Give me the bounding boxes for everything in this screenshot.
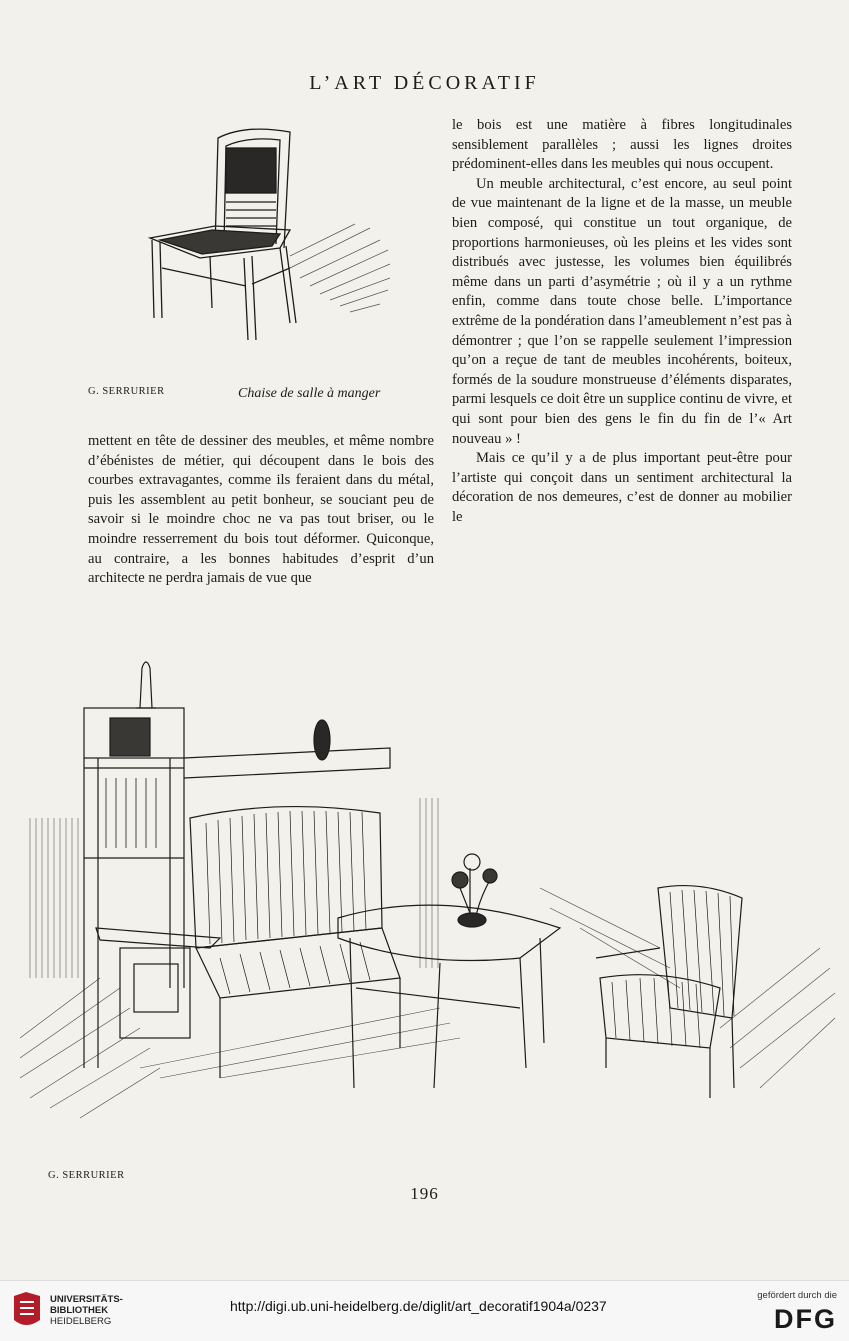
paragraph: Mais ce qu’il y a de plus important peut-être pour l’artiste qui conçoit dans un sentiment architectural la décoration de nos demeures, c’est de donner au mobilier le: [452, 450, 792, 525]
library-line: BIBLIOTHEK: [50, 1305, 109, 1316]
chair-illustration: [140, 118, 400, 378]
right-column: [452, 116, 792, 527]
top-figure-credit: G. SERRURIER: [88, 386, 165, 397]
university-seal-icon: [10, 1290, 44, 1330]
running-title: L’ART DÉCORATIF: [309, 72, 540, 94]
funded-by-label: gefördert durch die: [757, 1290, 837, 1301]
page-number: 196: [410, 1184, 439, 1203]
dfg-logo: DFG: [774, 1304, 837, 1334]
permalink-url[interactable]: http://digi.ub.uni-heidelberg.de/diglit/art_decoratif1904a/0237: [230, 1298, 607, 1314]
left-column: [88, 432, 434, 589]
paragraph: le bois est une matière à fibres longitudinales sensiblement parallèles ; aussi les lignes droites prédominent-elles dans les meubles qui nous occupent.: [452, 117, 792, 173]
paragraph: Un meuble architectural, c’est encore, au seul point de vue maintenant de la ligne et de la masse, un meuble bien composé, qui constitue un tout organique, de proportions harmonieuses, où les pleins et les vides sont distribués avec justesse, les volumes bien équilibrés même dans un parti d’asymétrie ; où il y a un rythme enfin, comme dans toute chose belle. L’importance extrême de la pondération dans l’ameublement n’est pas à démontrer ; que l’on se rappelle seulement l’impression qu’on a reçue de tant de meubles incohérents, boiteux, formés de la soudure monstrueuse d’éléments disparates, parmi lesquels ce doit être un supplice continu de vivre, et qui sont pour bien des gens le fin du fin de l’« Art nouveau » !: [452, 175, 793, 447]
top-figure-caption: Chaise de salle à manger: [238, 386, 381, 401]
room-illustration: [20, 648, 840, 1148]
library-name: [50, 1294, 123, 1327]
bottom-figure-credit: G. SERRURIER: [48, 1170, 125, 1181]
library-line: HEIDELBERG: [50, 1316, 112, 1327]
library-line: UNIVERSITÄTS-: [50, 1294, 123, 1305]
paragraph: mettent en tête de dessiner des meubles, et même nombre d’ébénistes de métier, qui découpent dans le bois des courbes extravagantes, comme ils feraient dans du métal, puis les assemblent au petit bonheur, se souciant peu de savoir si le moindre choc ne va pas tout briser, ou le moindre resserrement du bois tout déformer. Quiconque, au contraire, a les bonnes habitudes d’esprit d’un architecte ne perdra jamais de vue que: [88, 433, 434, 587]
